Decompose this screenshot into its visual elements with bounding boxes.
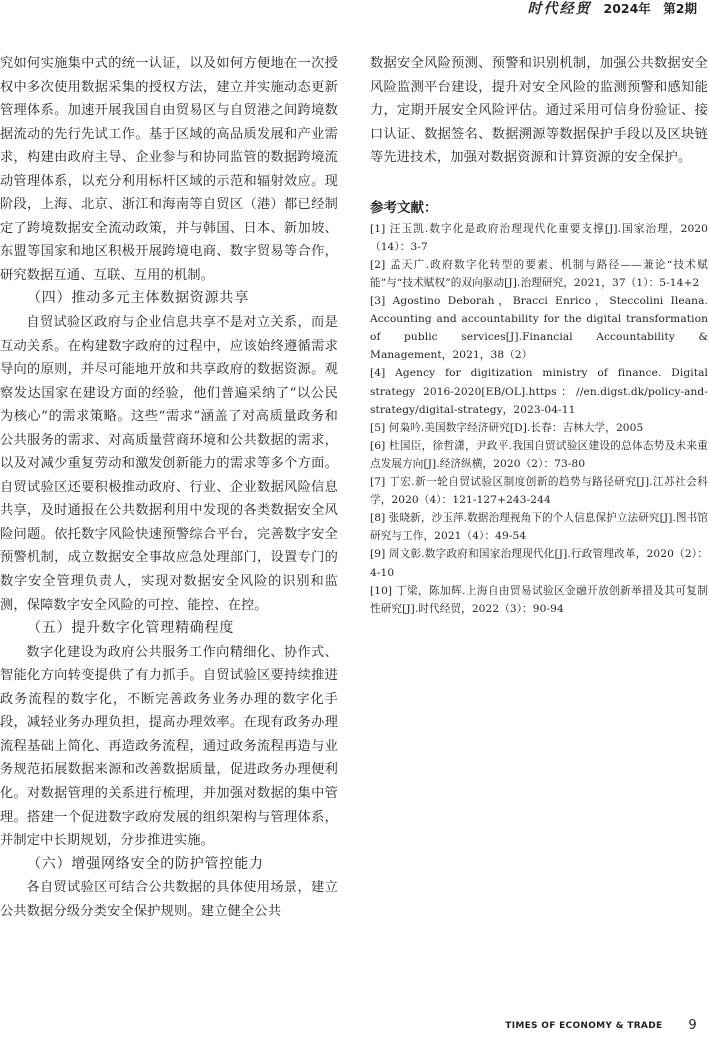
section-heading: （六）增强网络安全的防护管控能力 (27, 855, 264, 872)
journal-title: 时代经贸 (527, 1, 592, 17)
paragraph: 数字化建设为政府公共服务工作向精细化、协作式、智能化方向转变提供了有力抓手。自贸试验区要持续推进政务流程的数字化，不断完善政务业务办理的数字化手段，减轻业务办理负担，提高办理效率。在现有政务办理流程基础上简化、再造政务流程，通过政务流程再造与业务规范拓展数据来源和改善数据质量，促进政务办理便利化。对数据管理的关系进行梳理，并加强对数据的集中管理。搭建一个促进数字政府发展的组织架构与管理体系，并制定中长期规划，分步推进实施。 (0, 644, 338, 849)
reference-item: [1] 汪玉凯.数字化是政府治理现代化重要支撑[J].国家治理，2020（14）：3-7 (370, 222, 708, 253)
reference-list (370, 220, 708, 618)
page-number: 9 (688, 1018, 697, 1033)
paragraph: 各自贸试验区可结合公共数据的具体使用场景，建立公共数据分级分类安全保护规则。建立健全公共 (0, 880, 338, 919)
section-heading: （四）推动多元主体数据资源共享 (27, 290, 249, 307)
right-column (370, 52, 708, 618)
journal-english-name: TIMES OF ECONOMY & TRADE (505, 1020, 663, 1031)
reference-item: [10] 丁梁，陈加辉.上海自由贸易试验区金融开放创新举措及其可复制性研究[J].时代经贸，2022（3）：90-94 (370, 584, 708, 615)
paragraph: 数据安全风险预测、预警和识别机制，加强公共数据安全风险监测平台建设，提升对安全风险的监测预警和感知能力，定期开展安全风险评估。通过采用可信身份验证、接口认证、数据签名、数据溯源等数据保护手段以及区块链等先进技术，加强对数据资源和计算资源的安全保护。 (370, 56, 708, 166)
reference-item: [4] Agency for digitization ministry of finance. Digital strategy 2016-2020[EB/OL].https：//en.digst.dk/policy-and-strategy/digital-strategy，2023-04-11 (370, 367, 708, 416)
paragraph: 自贸试验区政府与企业信息共享不是对立关系，而是互动关系。在构建数字政府的过程中，应该始终遵循需求导向的原则，并尽可能地开放和共享政府的数据资源。观察发达国家在建设方面的经验，他们普遍采纳了“以公民为核心”的需求策略。这些“需求”涵盖了对高质量政务和公共服务的需求、对高质量营商环境和公共数据的需求，以及对减少重复劳动和激发创新能力的需求等多个方面。自贸试验区还要积极推动政府、行业、企业数据风险信息共享，及时通报在公共数据利用中发现的各类数据安全风险问题。依托数字风险快速预警综合平台，完善数字安全预警机制，成立数据安全事故应急处理部门，设置专门的数字安全管理负责人，实现对数据安全风险的识别和监测，保障数字安全风险的可控、能控、在控。 (0, 315, 338, 613)
reference-item: [3] Agostino Deborah，Bracci Enrico，Steccolini Ileana. Accounting and accountability for the digital transformation of public services[J].Financial Accountability & Management，2021，38（2） (370, 295, 708, 362)
section-heading: （五）提升数字化管理精确程度 (27, 620, 235, 637)
reference-item: [7] 丁宏.新一轮自贸试验区制度创新的趋势与路径研究[J].江苏社会科学，2020（4）：121-127+243-244 (370, 476, 708, 507)
references-heading: 参考文献： (370, 199, 438, 216)
reference-item: [8] 张晓新，沙玉萍.数据治理视角下的个人信息保护立法研究[J].图书馆研究与工作，2021（4）：49-54 (370, 512, 708, 543)
issue-label: 2024年 第2期 (603, 1, 697, 16)
left-column (0, 52, 338, 923)
paragraph: 究如何实施集中式的统一认证，以及如何方便地在一次授权中多次使用数据采集的授权方法，建立并实施动态更新管理体系。加速开展我国自由贸易区与自贸港之间跨境数据流动的先行先试工作。基于区域的高品质发展和产业需求，构建由政府主导、企业参与和协同监管的数据跨境流动管理体系，以充分利用标杆区域的示范和辐射效应。现阶段，上海、北京、浙江和海南等自贸区（港）都已经制定了跨境数据安全流动政策，并与韩国、日本、新加坡、东盟等国家和地区积极开展跨境电商、数字贸易等合作，研究数据互通、互联、互用的机制。 (0, 56, 338, 283)
page-header (528, 0, 698, 16)
reference-item: [9] 周文彰.数字政府和国家治理现代化[J].行政管理改革，2020（2）：4-10 (370, 548, 708, 579)
reference-item: [2] 孟天广.政府数字化转型的要素、机制与路径——兼论“技术赋能”与“技术赋权”的双向驱动[J].治理研究，2021，37（1）：5-14+2 (370, 258, 708, 290)
page-footer (505, 1018, 697, 1033)
reference-item: [5] 何枭吟.美国数字经济研究[D].长春：吉林大学，2005 (370, 421, 644, 434)
reference-item: [6] 杜国臣，徐哲潇，尹政平.我国自贸试验区建设的总体态势及未来重点发展方向[J].经济纵横，2020（2）：73-80 (370, 439, 708, 470)
